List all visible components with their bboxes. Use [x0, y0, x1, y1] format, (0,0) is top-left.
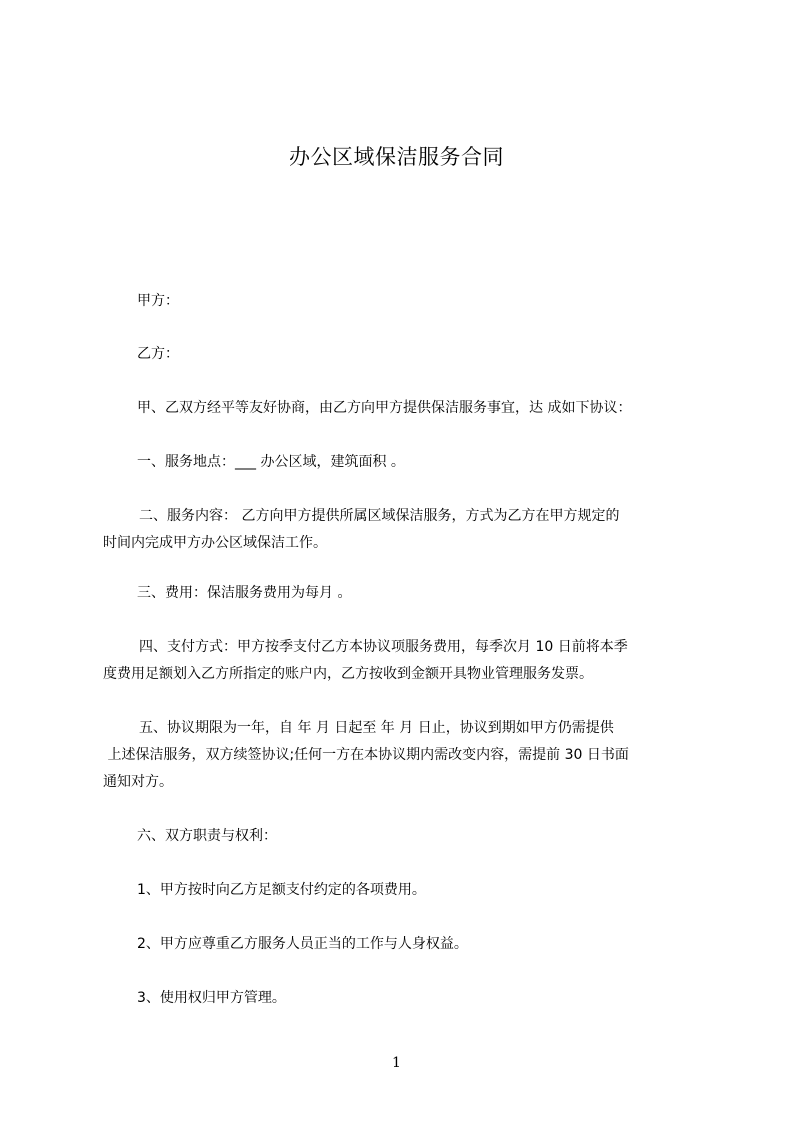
contract-title: 办公区域保洁服务合同 [289, 145, 504, 169]
intro-paragraph: 甲、乙双方经平等友好协商，由乙方向甲方提供保洁服务事宜，达 成如下协议： [137, 400, 632, 416]
clause-5-line-2: 上述保洁服务，双方续签协议;任何一方在本协议期内需改变内容，需提前 30 日书面 [103, 747, 629, 763]
clause-6-item-1: 1、甲方按时向乙方足额支付约定的各项费用。 [137, 882, 426, 898]
clause-6-heading: 六、双方职责与权利： [137, 828, 277, 844]
party-a-line: 甲方： [137, 293, 179, 309]
clause-4-line-2: 度费用足额划入乙方所指定的账户内，乙方按收到金额开具物业管理服务发票。 [103, 666, 593, 682]
page-number: 1 [392, 1055, 401, 1071]
clause-1-service-location: 一、服务地点：___ 办公区域，建筑面积 。 [137, 454, 405, 470]
clause-5-line-3: 通知对方。 [103, 774, 173, 790]
clause-2-line-1: 二、服务内容： 乙方向甲方提供所属区域保洁服务，方式为乙方在甲方规定的 [139, 508, 620, 524]
clause-6-item-2: 2、甲方应尊重乙方服务人员正当的工作与人身权益。 [137, 936, 468, 952]
clause-4-line-1: 四、支付方式：甲方按季支付乙方本协议项服务费用，每季次月 10 日前将本季 [139, 639, 628, 655]
clause-3-fee: 三、费用：保洁服务费用为每月 。 [137, 585, 352, 601]
clause-2-line-2: 时间内完成甲方办公区域保洁工作。 [103, 535, 327, 551]
clause-6-item-3: 3、使用权归甲方管理。 [137, 990, 286, 1006]
clause-5-line-1: 五、协议期限为一年，自 年 月 日起至 年 月 日止，协议到期如甲方仍需提供 [139, 720, 614, 736]
party-b-line: 乙方： [137, 346, 179, 362]
